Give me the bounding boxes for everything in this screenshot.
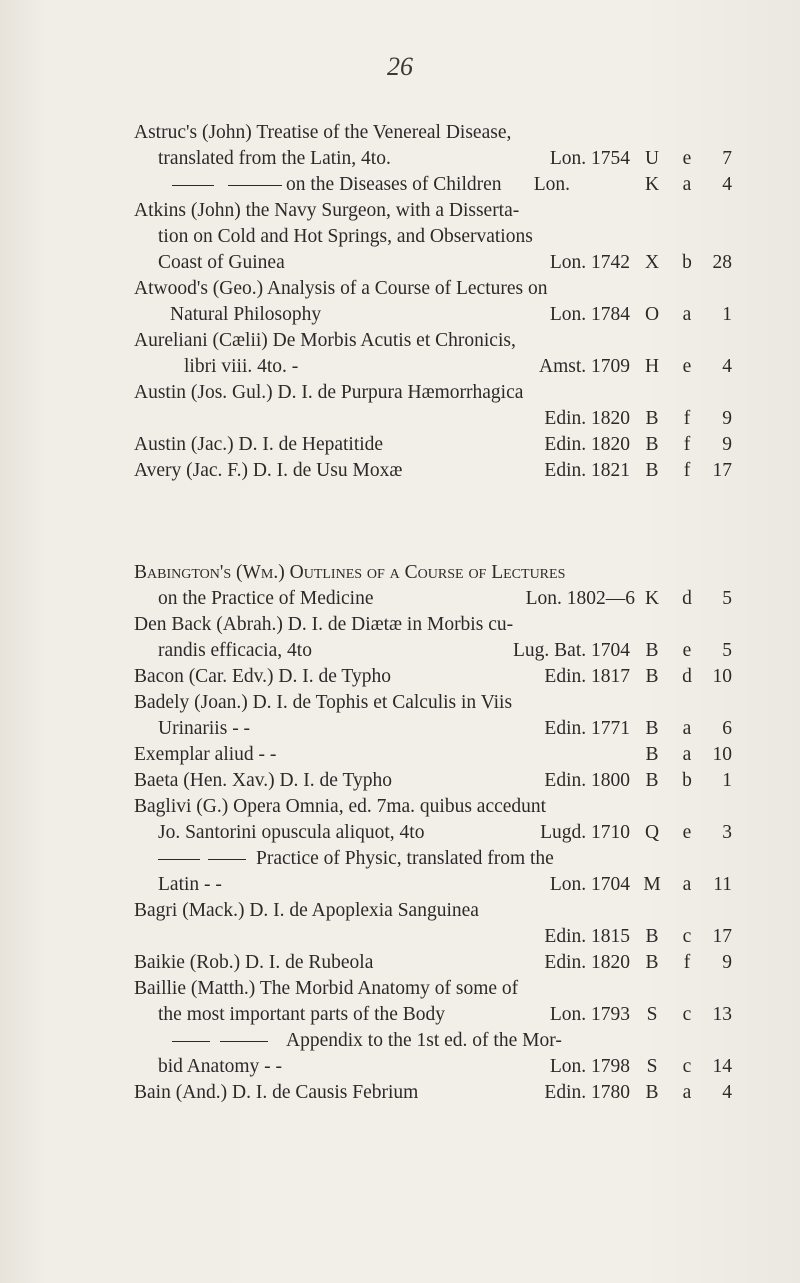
entry-line: tion on Cold and Hot Springs, and Observations xyxy=(158,226,533,247)
entry-place: Lon. 1793 xyxy=(549,1004,630,1025)
entry-line: Jo. Santorini opuscula aliquot, 4to xyxy=(158,822,425,843)
press-shelf: e xyxy=(682,148,692,169)
press-case: O xyxy=(644,304,660,325)
entry-line: Bain (And.) D. I. de Causis Febrium xyxy=(134,1082,419,1103)
entry-place: Lon. 1742 xyxy=(549,252,630,273)
ditto-dash xyxy=(158,846,254,872)
entry-place: Edin. 1780 xyxy=(544,1082,630,1103)
press-number: 13 xyxy=(712,1004,732,1025)
press-shelf: a xyxy=(682,304,692,325)
entry-line: Badely (Joan.) D. I. de Tophis et Calculis in Viis xyxy=(134,692,513,713)
press-case: H xyxy=(644,356,660,377)
entry-line: Austin (Jac.) D. I. de Hepatitide xyxy=(134,434,384,455)
press-case: B xyxy=(645,640,659,661)
press-shelf: f xyxy=(683,952,691,973)
press-case: Q xyxy=(644,822,660,843)
press-shelf: e xyxy=(682,822,692,843)
entry-line: the most important parts of the Body xyxy=(158,1004,446,1025)
entry-line: Astruc's (John) Treatise of the Venereal Disease, xyxy=(134,122,512,143)
press-case: X xyxy=(644,252,660,273)
press-case: B xyxy=(645,666,659,687)
entry-line: Austin (Jos. Gul.) D. I. de Purpura Hæmorrhagica xyxy=(134,382,524,403)
entry-place: Edin. 1800 xyxy=(544,770,630,791)
press-number: 5 xyxy=(722,640,732,661)
entry-line: Baillie (Matth.) The Morbid Anatomy of some of xyxy=(134,978,519,999)
press-case: S xyxy=(646,1056,658,1077)
press-number: 7 xyxy=(722,148,732,169)
press-case: B xyxy=(645,434,659,455)
press-number: 9 xyxy=(722,434,732,455)
press-shelf: c xyxy=(682,1004,692,1025)
press-number: 6 xyxy=(722,718,732,739)
press-case: B xyxy=(645,460,659,481)
press-shelf: e xyxy=(682,356,692,377)
entry-line: Latin - - xyxy=(158,874,222,895)
entry-place: Edin. 1771 xyxy=(544,718,630,739)
entry-place: Edin. 1820 xyxy=(544,434,630,455)
press-number: 14 xyxy=(712,1056,732,1077)
press-case: B xyxy=(645,744,659,765)
press-number: 17 xyxy=(712,460,732,481)
entry-line: Baikie (Rob.) D. I. de Rubeola xyxy=(134,952,374,973)
press-case: B xyxy=(645,926,659,947)
entry-line: Baglivi (G.) Opera Omnia, ed. 7ma. quibus accedunt xyxy=(134,796,547,817)
press-number: 10 xyxy=(712,666,732,687)
press-shelf: b xyxy=(682,252,692,273)
entry-line: on the Diseases of Children xyxy=(286,174,502,195)
entry-line: Atkins (John) the Navy Surgeon, with a Disserta- xyxy=(134,200,520,221)
press-number: 3 xyxy=(722,822,732,843)
entry-line: Aureliani (Cælii) De Morbis Acutis et Chronicis, xyxy=(134,330,516,351)
press-case: B xyxy=(645,770,659,791)
press-case: B xyxy=(645,1082,659,1103)
press-number: 11 xyxy=(713,874,732,895)
press-shelf: f xyxy=(683,434,691,455)
press-case: U xyxy=(644,148,660,169)
entry-line: Babington's (Wm.) Outlines of a Course of Lectures xyxy=(134,562,566,583)
press-shelf: e xyxy=(682,640,692,661)
entry-place: Lon. 1754 xyxy=(549,148,630,169)
press-number: 4 xyxy=(722,174,732,195)
entry-line: libri viii. 4to. - xyxy=(184,356,299,377)
entry-place: Lon. 1704 xyxy=(549,874,630,895)
entry-place: Edin. 1820 xyxy=(544,952,630,973)
entry-line: bid Anatomy - - xyxy=(158,1056,283,1077)
entry-line: Bacon (Car. Edv.) D. I. de Typho xyxy=(134,666,391,687)
press-number: 9 xyxy=(722,952,732,973)
press-case: M xyxy=(643,874,661,895)
entry-place: Lon. 1784 xyxy=(549,304,630,325)
press-case: B xyxy=(645,952,659,973)
press-number: 28 xyxy=(712,252,732,273)
entry-line: Baeta (Hen. Xav.) D. I. de Typho xyxy=(134,770,393,791)
entry-line: Appendix to the 1st ed. of the Mor- xyxy=(286,1030,562,1051)
press-shelf: f xyxy=(683,460,691,481)
press-number: 9 xyxy=(722,408,732,429)
entry-place: Amst. 1709 xyxy=(538,356,630,377)
entry-place: Edin. 1820 xyxy=(544,408,630,429)
press-number: 4 xyxy=(722,1082,732,1103)
press-case: B xyxy=(645,408,659,429)
entry-line: Practice of Physic, translated from the xyxy=(256,848,554,869)
press-number: 10 xyxy=(712,744,732,765)
entry-place: Lugd. 1710 xyxy=(540,822,630,843)
entry-line: Bagri (Mack.) D. I. de Apoplexia Sanguinea xyxy=(134,900,479,921)
entry-place: Edin. 1817 xyxy=(544,666,630,687)
entry-place: Lon. 1798 xyxy=(549,1056,630,1077)
press-shelf: a xyxy=(682,1082,692,1103)
press-shelf: a xyxy=(682,174,692,195)
press-case: B xyxy=(645,718,659,739)
press-number: 1 xyxy=(722,304,732,325)
entry-line: Avery (Jac. F.) D. I. de Usu Moxæ xyxy=(134,460,403,481)
press-number: 1 xyxy=(722,770,732,791)
entry-line: Exemplar aliud - - xyxy=(134,744,277,765)
entry-line: Coast of Guinea xyxy=(158,252,285,273)
entry-line: randis efficacia, 4to xyxy=(158,640,312,661)
press-shelf: c xyxy=(682,1056,692,1077)
entry-line: on the Practice of Medicine xyxy=(158,588,374,609)
press-number: 17 xyxy=(712,926,732,947)
entry-line: Atwood's (Geo.) Analysis of a Course of Lectures on xyxy=(134,278,548,299)
press-shelf: b xyxy=(682,770,692,791)
entry-place: Lug. Bat. 1704 xyxy=(513,640,630,661)
entry-line: Urinariis - - xyxy=(158,718,251,739)
press-shelf: f xyxy=(683,408,691,429)
press-shelf: c xyxy=(682,926,692,947)
press-shelf: a xyxy=(682,744,692,765)
press-shelf: d xyxy=(682,666,692,687)
press-shelf: d xyxy=(682,588,692,609)
entry-place: Lon. 1802—6 xyxy=(525,588,635,609)
press-shelf: a xyxy=(682,874,692,895)
entry-line: translated from the Latin, 4to. xyxy=(158,148,391,169)
entry-line: Den Back (Abrah.) D. I. de Diætæ in Morbis cu- xyxy=(134,614,514,635)
press-shelf: a xyxy=(682,718,692,739)
entry-line: Natural Philosophy xyxy=(170,304,322,325)
press-case: K xyxy=(644,588,660,609)
ditto-dash xyxy=(172,1028,278,1054)
press-case: S xyxy=(646,1004,658,1025)
press-number: 5 xyxy=(722,588,732,609)
entry-place: Edin. 1815 xyxy=(544,926,630,947)
entry-place: Lon. xyxy=(533,174,570,195)
ditto-dash xyxy=(172,172,296,198)
press-case: K xyxy=(644,174,660,195)
page-number: 26 xyxy=(387,52,413,81)
entry-place: Edin. 1821 xyxy=(544,460,630,481)
press-number: 4 xyxy=(722,356,732,377)
